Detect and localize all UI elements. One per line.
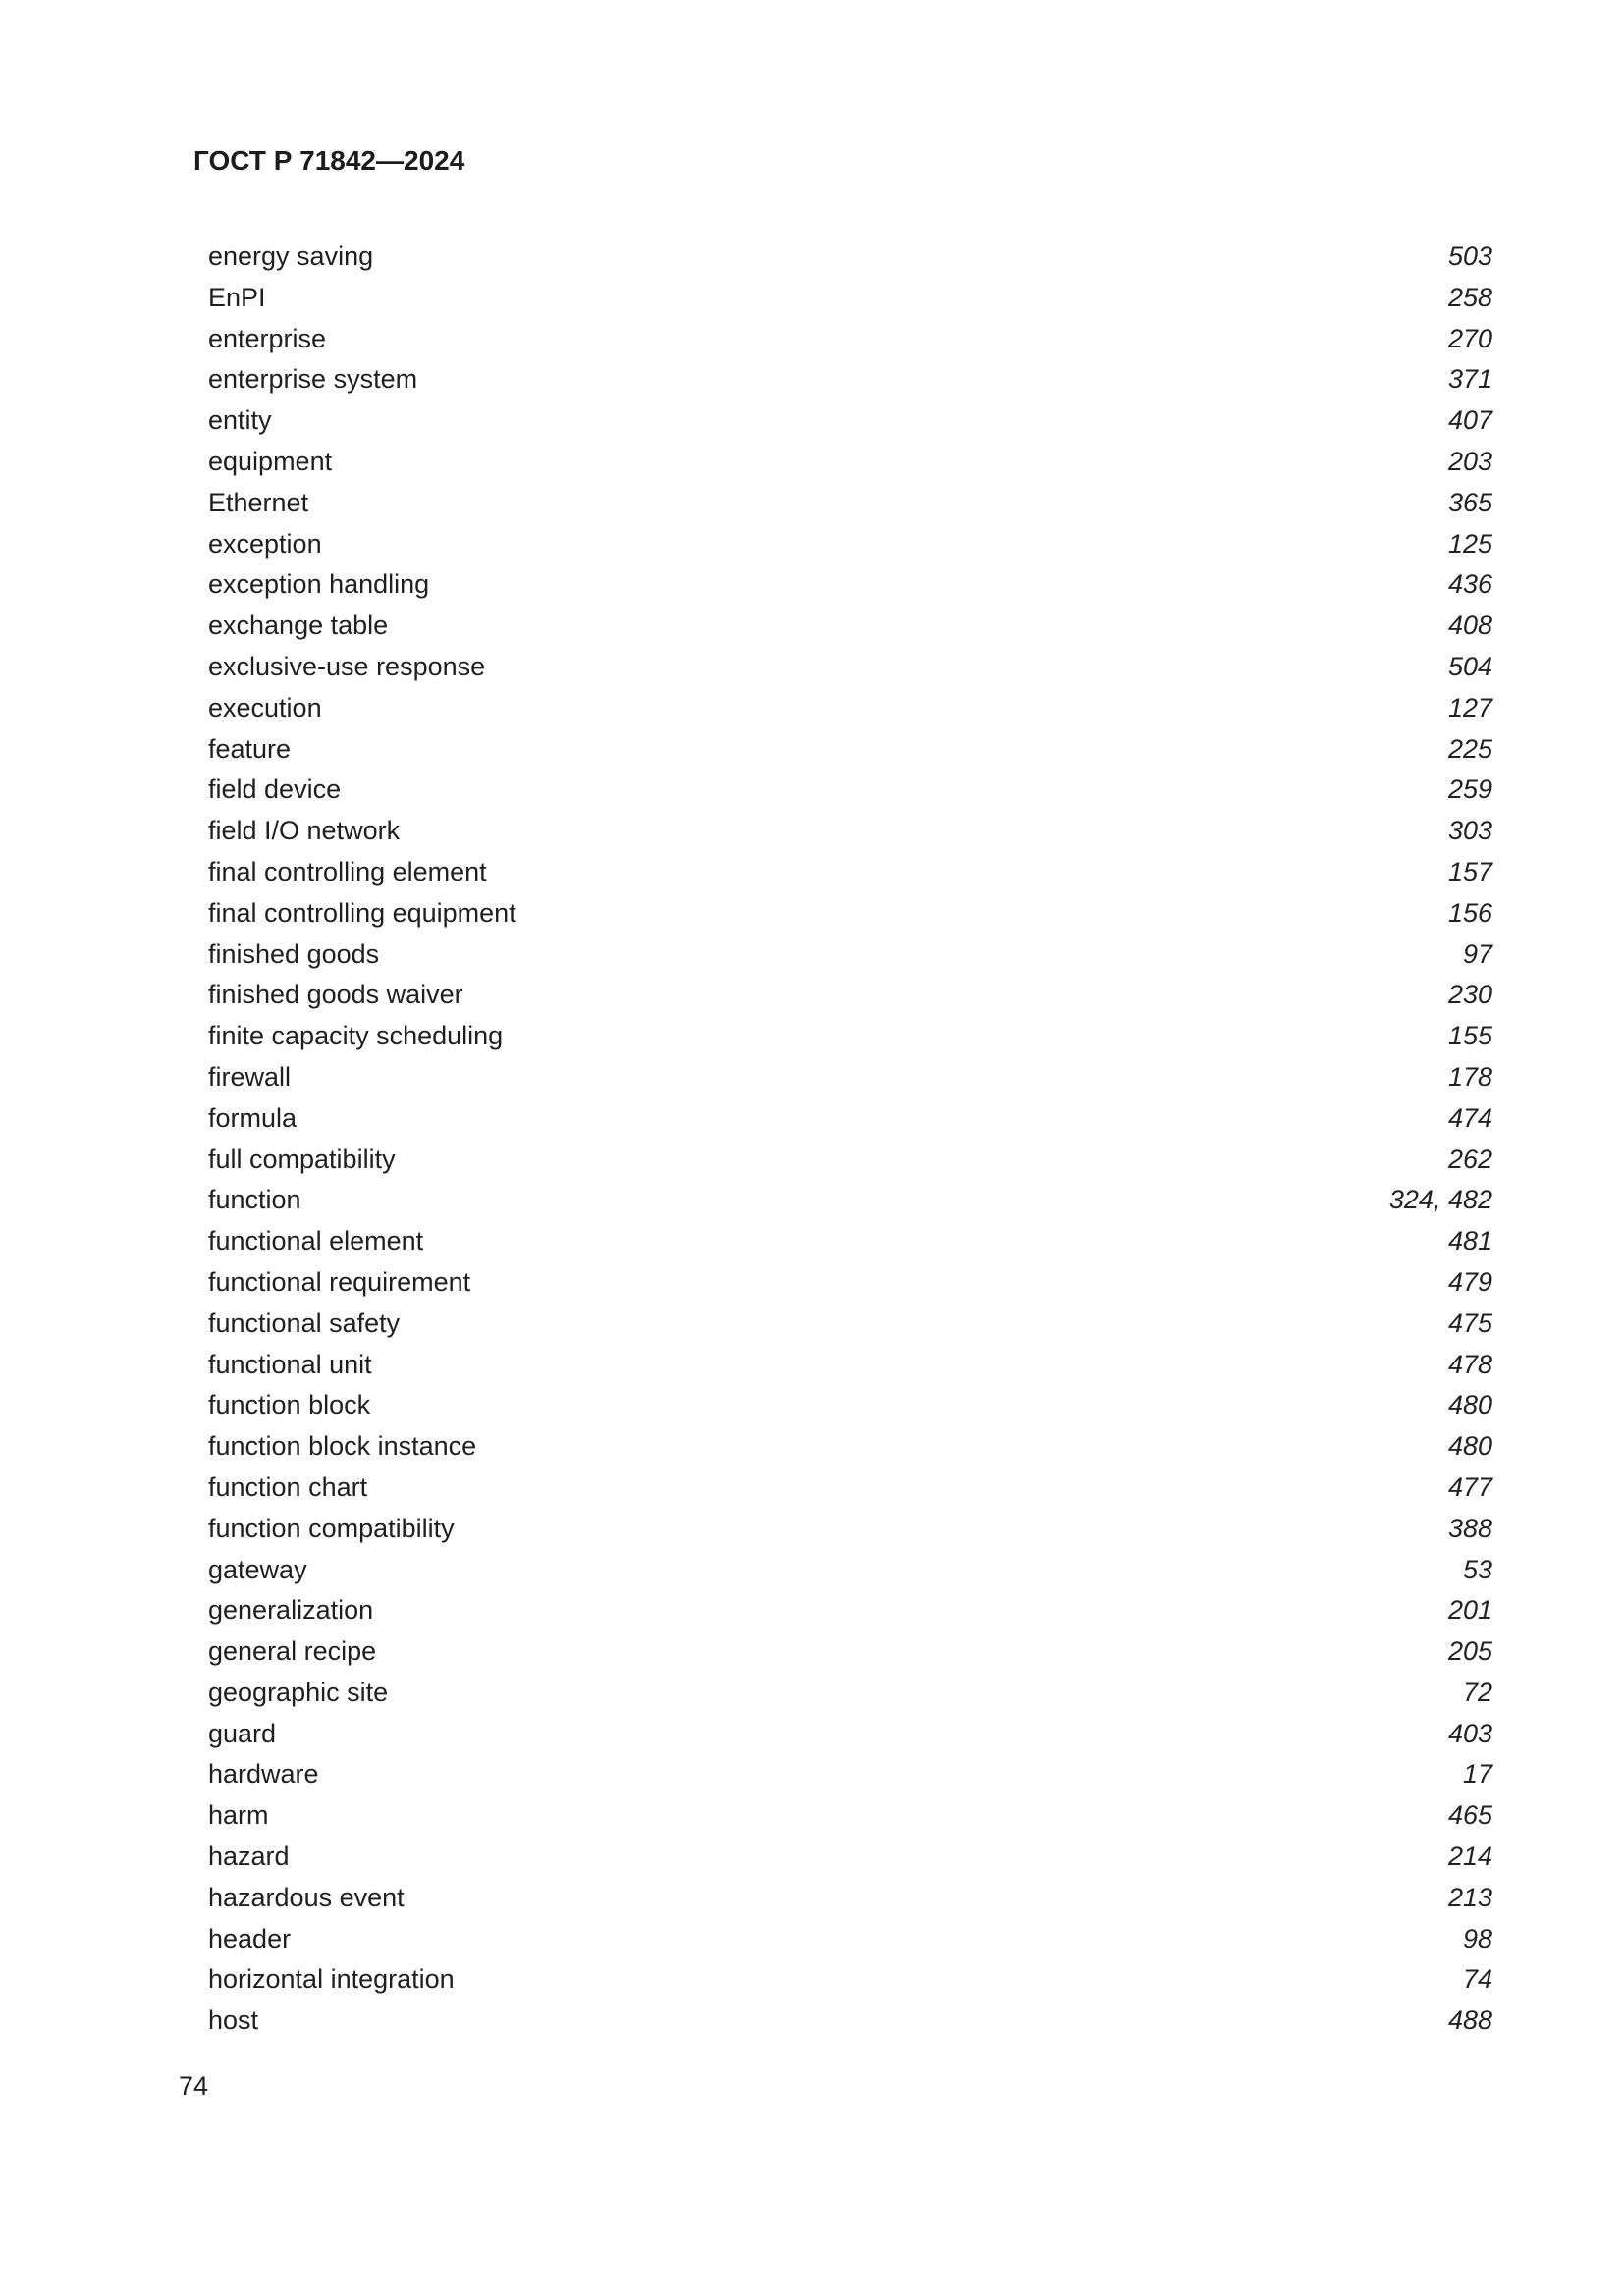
index-page-ref: 127: [1447, 692, 1492, 722]
index-page-ref: 155: [1447, 1021, 1492, 1051]
index-term: function block instance: [208, 1431, 477, 1462]
index-entry-row: [208, 852, 1492, 893]
index-term: functional requirement: [208, 1266, 471, 1297]
index-page-ref: 488: [1447, 2005, 1492, 2036]
index-term: final controlling element: [208, 856, 487, 886]
index-page-ref: 324, 482: [1388, 1185, 1492, 1215]
index-page-ref: 125: [1447, 528, 1492, 559]
index-page-ref: 201: [1447, 1595, 1492, 1626]
standard-number-header: ГОСТ Р 71842—2024: [193, 145, 465, 176]
index-entry-row: [208, 1304, 1492, 1345]
index-page-ref: 480: [1447, 1390, 1492, 1420]
index-entry-row: [208, 1016, 1492, 1057]
index-term: host: [208, 2005, 259, 2036]
index-entry-row: [208, 1714, 1492, 1755]
index-term: hardware: [208, 1759, 319, 1789]
index-page-ref: 53: [1462, 1554, 1492, 1584]
index-entry-row: [208, 1550, 1492, 1591]
index-entry-row: [208, 483, 1492, 524]
index-term: field device: [208, 774, 342, 805]
index-term: general recipe: [208, 1636, 377, 1667]
index-term: function chart: [208, 1471, 368, 1502]
index-page-ref: 262: [1447, 1144, 1492, 1174]
index-term: functional safety: [208, 1308, 401, 1338]
index-term: function compatibility: [208, 1513, 455, 1543]
index-entry-row: [208, 1426, 1492, 1468]
index-page-ref: 371: [1447, 364, 1492, 395]
index-entry-row: [208, 1919, 1492, 1960]
index-page-ref: 481: [1447, 1226, 1492, 1256]
index-term: function: [208, 1185, 301, 1215]
index-page-ref: 258: [1447, 282, 1492, 312]
index-page-ref: 403: [1447, 1718, 1492, 1748]
index-page-ref: 388: [1447, 1513, 1492, 1543]
index-page-ref: 407: [1447, 405, 1492, 436]
index-entry-row: [208, 278, 1492, 319]
index-term: firewall: [208, 1061, 292, 1092]
index-page-ref: 478: [1447, 1349, 1492, 1379]
index-page-ref: 98: [1462, 1923, 1492, 1953]
index-entry-row: [208, 1673, 1492, 1714]
index-term: enterprise: [208, 323, 327, 353]
index-page-ref: 480: [1447, 1431, 1492, 1462]
index-term: equipment: [208, 446, 333, 476]
index-term: generalization: [208, 1595, 374, 1626]
index-entry-row: [208, 1057, 1492, 1098]
index-entry-row: [208, 524, 1492, 565]
index-entry-row: [208, 1140, 1492, 1181]
index-entry-row: [208, 1590, 1492, 1631]
index-entry-row: [208, 1385, 1492, 1426]
index-entry-row: [208, 564, 1492, 606]
index-term: hazardous event: [208, 1882, 405, 1912]
index-term: formula: [208, 1102, 298, 1133]
index-entry-row: [208, 729, 1492, 771]
index-page-ref: 270: [1447, 323, 1492, 353]
index-page-ref: 436: [1447, 569, 1492, 600]
index-entry-row: [208, 1468, 1492, 1509]
index-term: finite capacity scheduling: [208, 1021, 504, 1051]
index-page-ref: 465: [1447, 1800, 1492, 1831]
index-term: gateway: [208, 1554, 307, 1584]
index-term: geographic site: [208, 1677, 389, 1707]
index-entry-row: [208, 811, 1492, 852]
index-entry-row: [208, 1262, 1492, 1304]
index-entry-row: [208, 1878, 1492, 1919]
index-term: functional element: [208, 1226, 424, 1256]
index-page-ref: 156: [1447, 897, 1492, 928]
index-entry-row: [208, 934, 1492, 976]
index-term: final controlling equipment: [208, 897, 516, 928]
index-entry-row: [208, 975, 1492, 1016]
index-entry-row: [208, 2001, 1492, 2042]
index-entry-row: [208, 400, 1492, 442]
index-entry-row: [208, 319, 1492, 360]
index-page-ref: 365: [1447, 487, 1492, 517]
index-entry-row: [208, 1345, 1492, 1386]
page-number-footer: 74: [179, 2071, 209, 2101]
index-entry-row: [208, 1631, 1492, 1673]
index-entry-row: [208, 893, 1492, 934]
index-term: exception handling: [208, 569, 430, 600]
index-term: Ethernet: [208, 487, 309, 517]
index-entry-row: [208, 1098, 1492, 1140]
index-page-ref: 479: [1447, 1266, 1492, 1297]
index-page-ref: 503: [1447, 241, 1492, 271]
index-page-ref: 214: [1447, 1842, 1492, 1872]
index-entry-row: [208, 1795, 1492, 1837]
index-term: energy saving: [208, 241, 374, 271]
index-list: [208, 237, 1492, 2042]
index-term: exclusive-use response: [208, 651, 486, 681]
index-entry-row: [208, 359, 1492, 400]
index-term: EnPI: [208, 282, 266, 312]
index-term: header: [208, 1923, 292, 1953]
index-page-ref: 477: [1447, 1471, 1492, 1502]
index-entry-row: [208, 1180, 1492, 1221]
index-entry-row: [208, 1837, 1492, 1878]
index-term: function block: [208, 1390, 371, 1420]
index-entry-row: [208, 1221, 1492, 1262]
index-term: feature: [208, 733, 292, 764]
index-entry-row: [208, 1754, 1492, 1795]
index-entry-row: [208, 442, 1492, 483]
index-term: full compatibility: [208, 1144, 396, 1174]
index-term: horizontal integration: [208, 1964, 455, 1995]
index-term: exception: [208, 528, 322, 559]
index-entry-row: [208, 606, 1492, 647]
index-term: hazard: [208, 1842, 290, 1872]
index-page-ref: 475: [1447, 1308, 1492, 1338]
index-term: entity: [208, 405, 272, 436]
index-term: execution: [208, 692, 322, 722]
index-page-ref: 178: [1447, 1061, 1492, 1092]
index-term: finished goods: [208, 938, 380, 969]
index-page-ref: 408: [1447, 611, 1492, 641]
index-term: exchange table: [208, 611, 389, 641]
index-page-ref: 74: [1462, 1964, 1492, 1995]
index-entry-row: [208, 770, 1492, 811]
index-term: guard: [208, 1718, 277, 1748]
index-page-ref: 157: [1447, 856, 1492, 886]
index-page-ref: 203: [1447, 446, 1492, 476]
index-term: enterprise system: [208, 364, 418, 395]
index-term: field I/O network: [208, 816, 401, 846]
index-page-ref: 225: [1447, 733, 1492, 764]
index-page-ref: 230: [1447, 980, 1492, 1010]
index-page-ref: 259: [1447, 774, 1492, 805]
index-page-ref: 303: [1447, 816, 1492, 846]
index-term: harm: [208, 1800, 269, 1831]
index-term: finished goods waiver: [208, 980, 463, 1010]
index-page-ref: 17: [1462, 1759, 1492, 1789]
index-entry-row: [208, 1509, 1492, 1550]
index-page-ref: 72: [1462, 1677, 1492, 1707]
index-entry-row: [208, 237, 1492, 278]
index-entry-row: [208, 688, 1492, 729]
index-entry-row: [208, 1959, 1492, 2001]
index-entry-row: [208, 647, 1492, 688]
index-page-ref: 97: [1462, 938, 1492, 969]
index-page-ref: 213: [1447, 1882, 1492, 1912]
index-page-ref: 474: [1447, 1102, 1492, 1133]
index-term: functional unit: [208, 1349, 372, 1379]
index-page-ref: 504: [1447, 651, 1492, 681]
index-page-ref: 205: [1447, 1636, 1492, 1667]
